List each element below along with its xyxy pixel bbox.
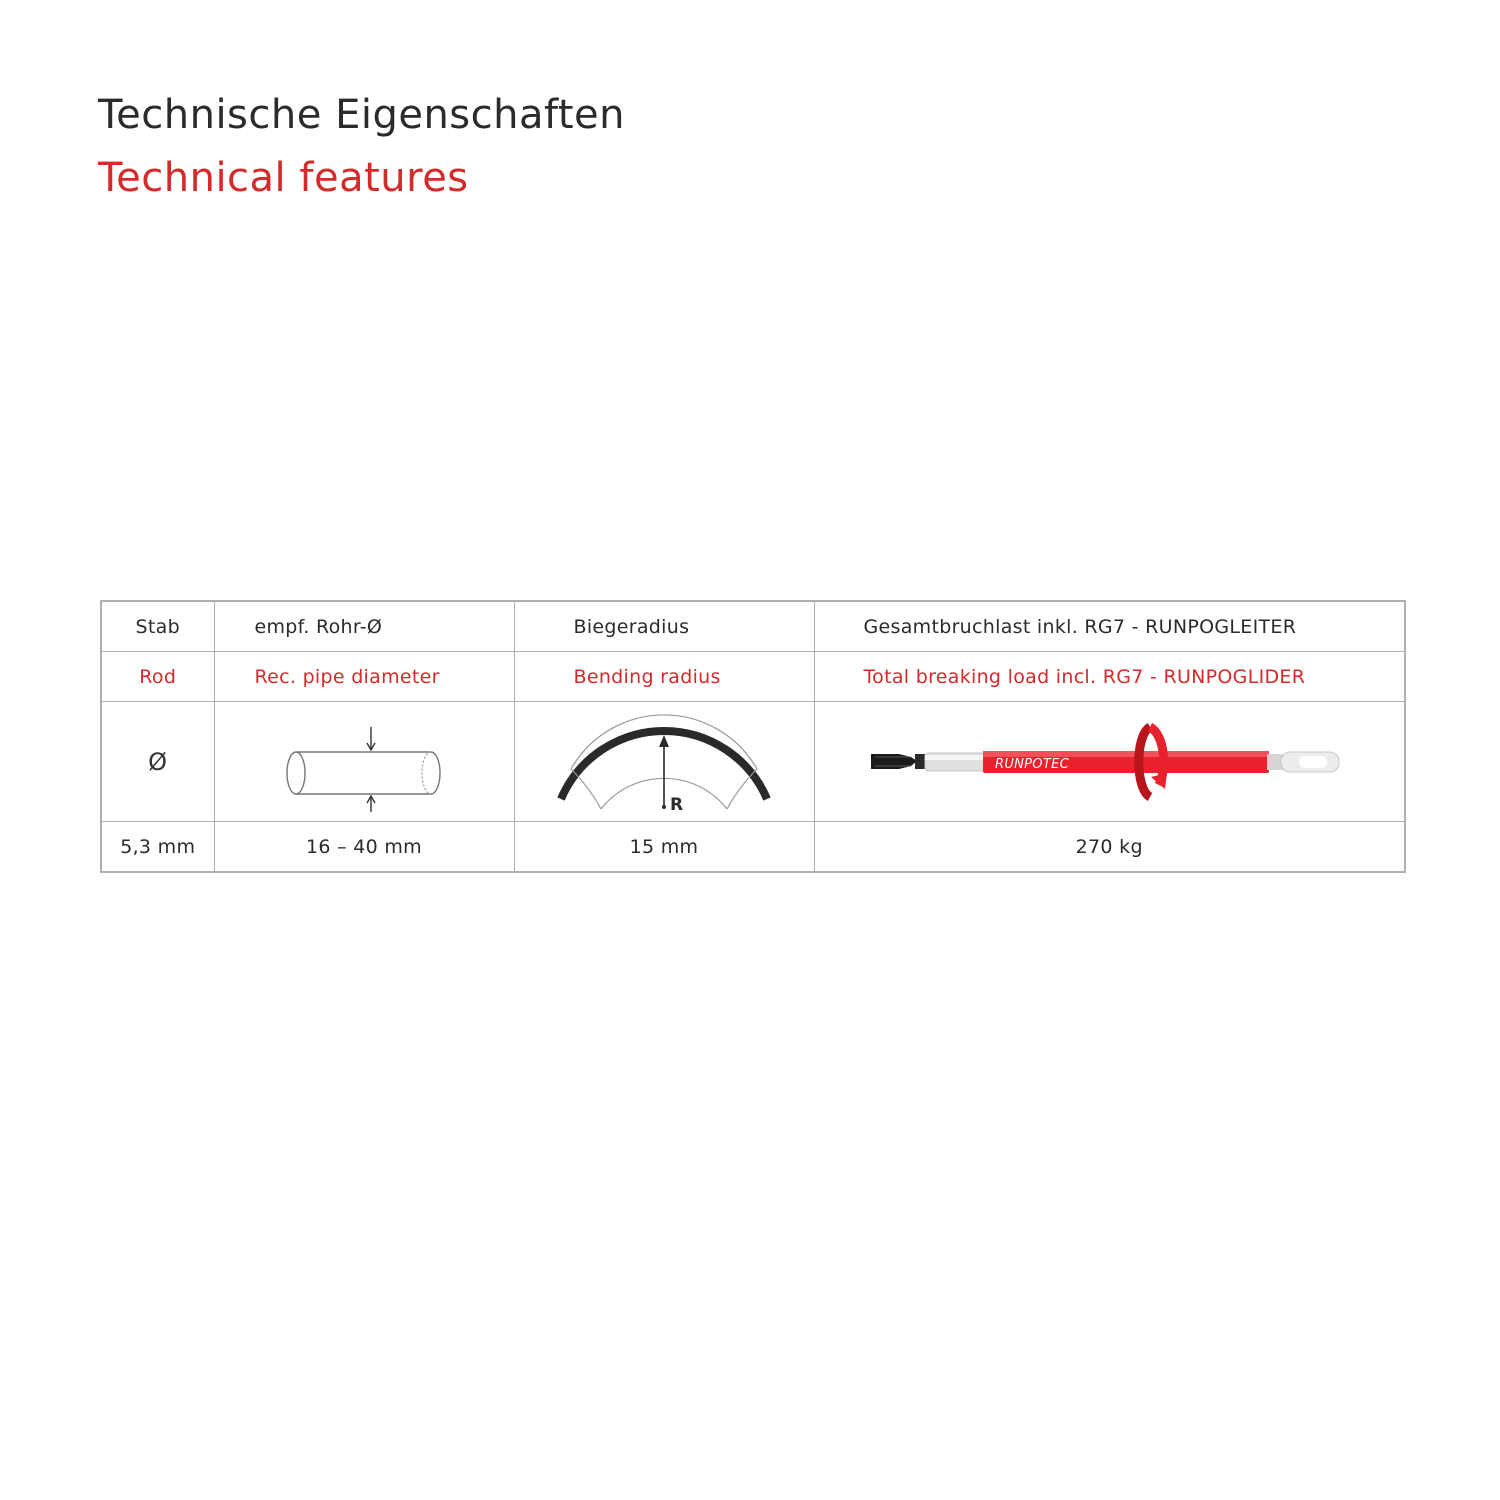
diameter-symbol-icon: Ø: [148, 747, 168, 776]
header-breaking-load-en: Total breaking load incl. RG7 - RUNPOGLIDER: [814, 652, 1405, 702]
header-bending-radius-en: Bending radius: [514, 652, 814, 702]
rod-value: 5,3 mm: [101, 822, 214, 873]
technical-features-table: [100, 600, 1406, 873]
glider-icon-cell: [814, 702, 1405, 822]
header-row-german: [101, 601, 1405, 652]
breaking-load-value: 270 kg: [814, 822, 1405, 873]
bending-radius-value: 15 mm: [514, 822, 814, 873]
pipe-diameter-value: 16 – 40 mm: [214, 822, 514, 873]
header-rod-en: Rod: [101, 652, 214, 702]
page-title-german: Technische Eigenschaften: [98, 92, 626, 138]
rod-diameter-cell: [101, 702, 214, 822]
radius-label: R: [670, 794, 684, 815]
value-row: [101, 822, 1405, 873]
runpoglider-icon: [869, 717, 1349, 807]
header-pipe-diameter-de: empf. Rohr-Ø: [214, 601, 514, 652]
bending-radius-icon: [549, 707, 779, 817]
pipe-icon-cell: [214, 702, 514, 822]
icon-row: [101, 702, 1405, 822]
header-bending-radius-de: Biegeradius: [514, 601, 814, 652]
header-breaking-load-de: Gesamtbruchlast inkl. RG7 - RUNPOGLEITER: [814, 601, 1405, 652]
page-title-english: Technical features: [98, 155, 469, 201]
header-rod-de: Stab: [101, 601, 214, 652]
pipe-diameter-icon: [279, 712, 449, 812]
glider-brand-label: RUNPOTEC: [995, 756, 1070, 772]
header-row-english: [101, 652, 1405, 702]
header-pipe-diameter-en: Rec. pipe diameter: [214, 652, 514, 702]
bending-radius-cell: [514, 702, 814, 822]
